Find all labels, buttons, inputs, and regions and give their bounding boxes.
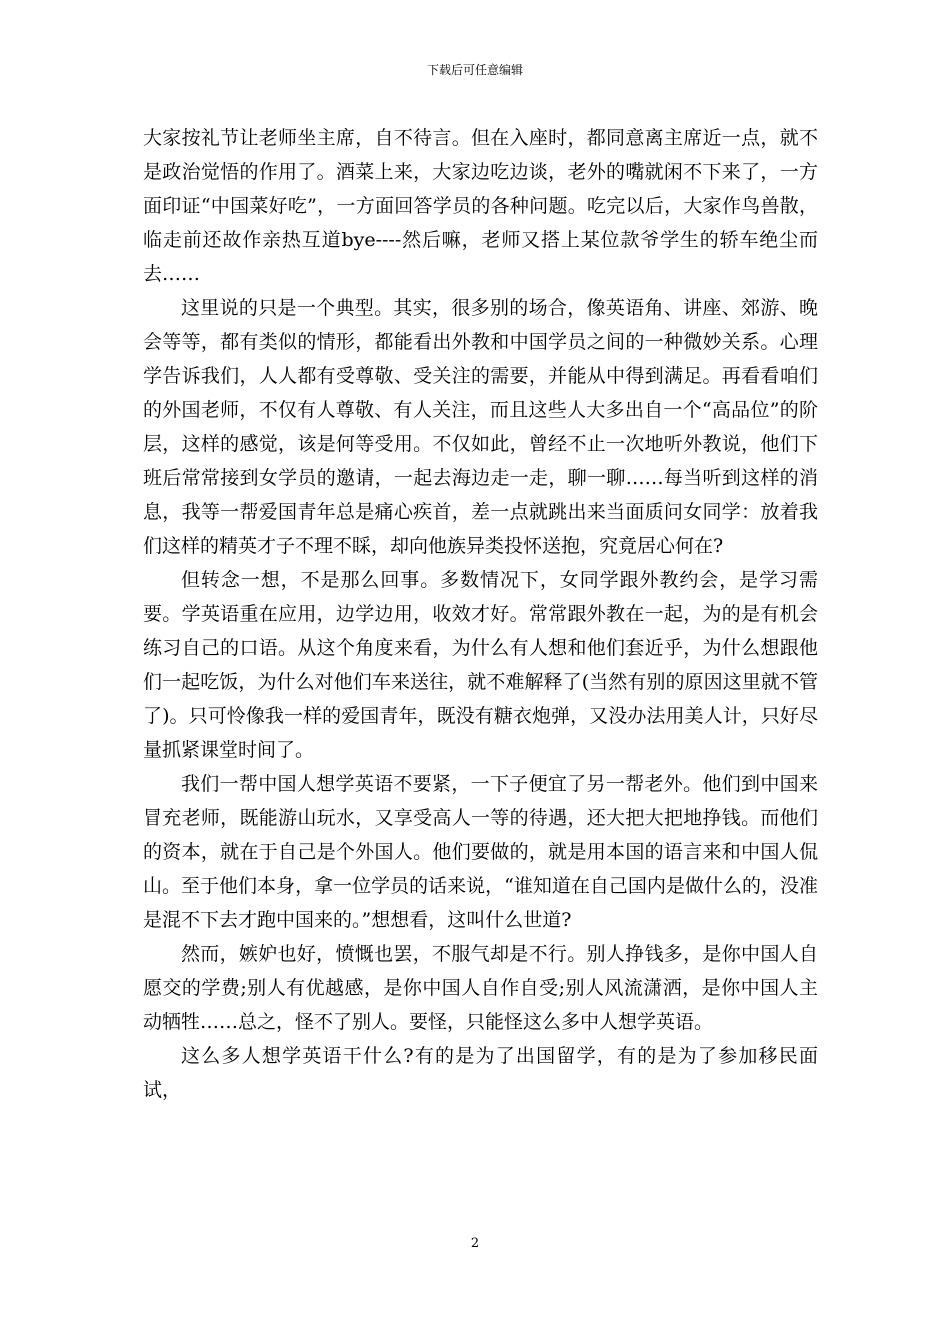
paragraph: 大家按礼节让老师坐主席，自不待言。但在入座时，都同意离主席近一点，就不是政治觉悟的作用了。酒菜上来，大家边吃边谈，老外的嘴就闲不下来了，一方面印证“中国菜好吃”，一方面回答学员的各种问题。吃完以后，大家作鸟兽散，临走前还故作亲热互道bye----然后嘛，老师又搭上某位款爷学生的轿车绝尘而去…… <box>143 127 818 285</box>
paragraph: 然而，嫉妒也好，愤慨也罢，不服气却是不行。别人挣钱多，是你中国人自愿交的学费;别人有优越感，是你中国人自作自受;别人风流潇洒，是你中国人主动牺牲……总之，怪不了别人。要怪，只能怪这么多中人想学英语。 <box>143 943 818 1033</box>
paragraph: 但转念一想，不是那么回事。多数情况下，女同学跟外教约会，是学习需要。学英语重在应用，边学边用，收效才好。常常跟外教在一起，为的是有机会练习自己的口语。从这个角度来看，为什么有人想和他们套近乎，为什么想跟他们一起吃饭，为什么对他们车来送往，就不难解释了(当然有别的原因这里就不管了)。只可怜像我一样的爱国青年，既没有糖衣炮弹，又没办法用美人计，只好尽量抓紧课堂时间了。 <box>143 569 818 761</box>
page-header: 下载后可任意编辑 <box>426 63 523 77</box>
paragraph: 这么多人想学英语干什么?有的是为了出国留学，有的是为了参加移民面试， <box>143 1045 818 1101</box>
paragraph: 我们一帮中国人想学英语不要紧，一下子便宜了另一帮老外。他们到中国来冒充老师，既能游山玩水，又享受高人一等的待遇，还大把大把地挣钱。而他们的资本，就在于自己是个外国人。他们要做的，就是用本国的语言来和中国人侃山。至于他们本身，拿一位学员的话来说，“谁知道在自己国内是做什么的，没准是混不下去才跑中国来的。”想想看，这叫什么世道? <box>143 773 818 931</box>
document-body <box>143 121 818 1107</box>
page-number: 2 <box>470 1236 480 1251</box>
paragraph: 这里说的只是一个典型。其实，很多别的场合，像英语角、讲座、郊游、晚会等等，都有类似的情形，都能看出外教和中国学员之间的一种微妙关系。心理学告诉我们，人人都有受尊敬、受关注的需要，并能从中得到满足。再看看咱们的外国老师，不仅有人尊敬、有人关注，而且这些人大多出自一个“高品位”的阶层，这样的感觉，该是何等受用。不仅如此，曾经不止一次地听外教说，他们下班后常常接到女学员的邀请，一起去海边走一走，聊一聊……每当听到这样的消息，我等一帮爱国青年总是痛心疾首，差一点就跳出来当面质问女同学：放着我们这样的精英才子不理不睬，却向他族异类投怀送抱，究竟居心何在? <box>143 297 818 557</box>
